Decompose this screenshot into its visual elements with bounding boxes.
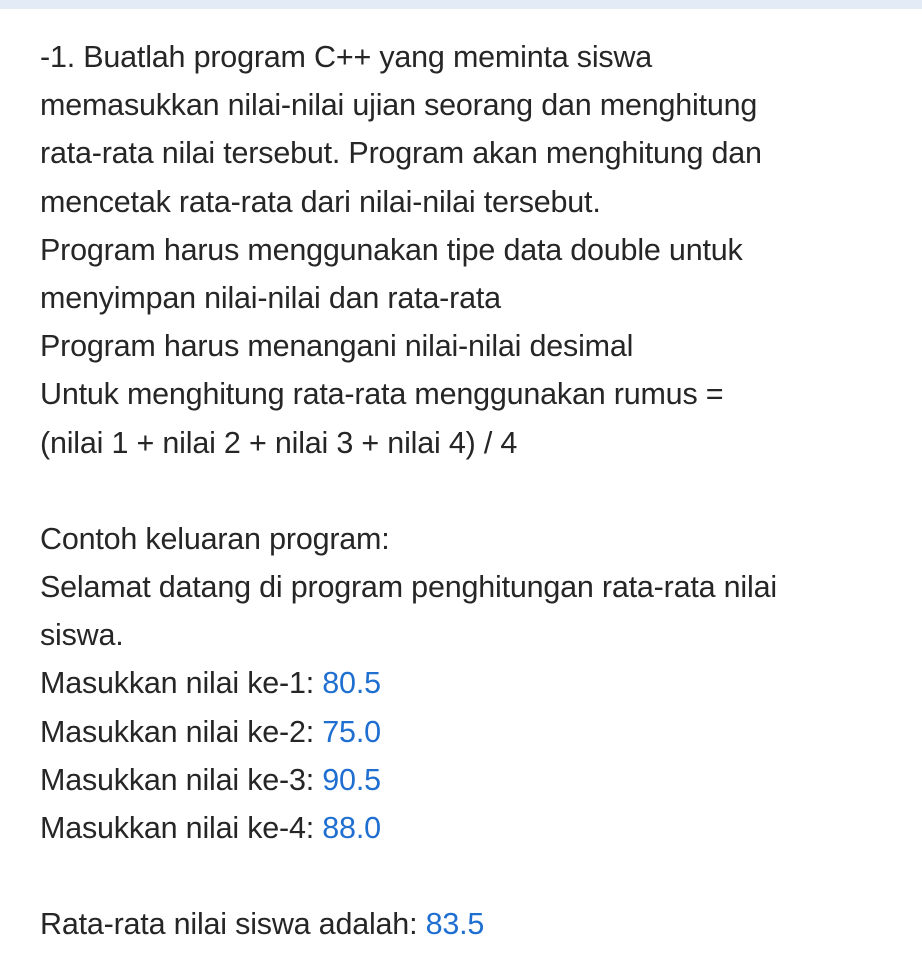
top-strip: [0, 0, 922, 9]
formula-line: (nilai 1 + nilai 2 + nilai 3 + nilai 4) / 4: [40, 425, 518, 460]
result-line: [40, 900, 910, 948]
input-value: 75.0: [322, 714, 381, 749]
result-label: Rata-rata nilai siswa adalah:: [40, 907, 426, 942]
example-output: [40, 515, 910, 949]
blank-line: [40, 467, 910, 515]
example-heading: Contoh keluaran program:: [40, 521, 390, 556]
text-line: mencetak rata-rata dari nilai-nilai tersebut.: [40, 184, 601, 219]
text-line: Program harus menggunakan tipe data double untuk: [40, 232, 743, 267]
task-description: [40, 33, 910, 467]
blank-line: [40, 852, 910, 900]
text-line: -1. Buatlah program C++ yang meminta siswa: [40, 40, 653, 74]
welcome-line: siswa.: [40, 618, 124, 653]
input-value: 90.5: [322, 762, 381, 797]
text-line: rata-rata nilai tersebut. Program akan menghitung dan: [40, 136, 762, 171]
input-label: Masukkan nilai ke-4:: [40, 811, 323, 845]
document-body: [40, 33, 910, 949]
text-line: memasukkan nilai-nilai ujian seorang dan menghitung: [40, 88, 758, 123]
input-line-3: [40, 756, 910, 804]
text-line: Untuk menghitung rata-rata menggunakan rumus =: [40, 377, 724, 412]
input-line-4: [40, 804, 910, 852]
input-value: 88.0: [322, 811, 381, 845]
input-label: Masukkan nilai ke-1:: [40, 666, 323, 701]
text-line: menyimpan nilai-nilai dan rata-rata: [40, 280, 501, 315]
text-line: Program harus menangani nilai-nilai desimal: [40, 329, 634, 364]
input-label: Masukkan nilai ke-3:: [40, 762, 323, 797]
input-line-2: [40, 708, 910, 756]
welcome-line: Selamat datang di program penghitungan rata-rata nilai: [40, 570, 777, 605]
input-value: 80.5: [322, 666, 381, 701]
input-label: Masukkan nilai ke-2:: [40, 714, 323, 749]
input-line-1: [40, 659, 910, 707]
result-value: 83.5: [425, 907, 485, 942]
